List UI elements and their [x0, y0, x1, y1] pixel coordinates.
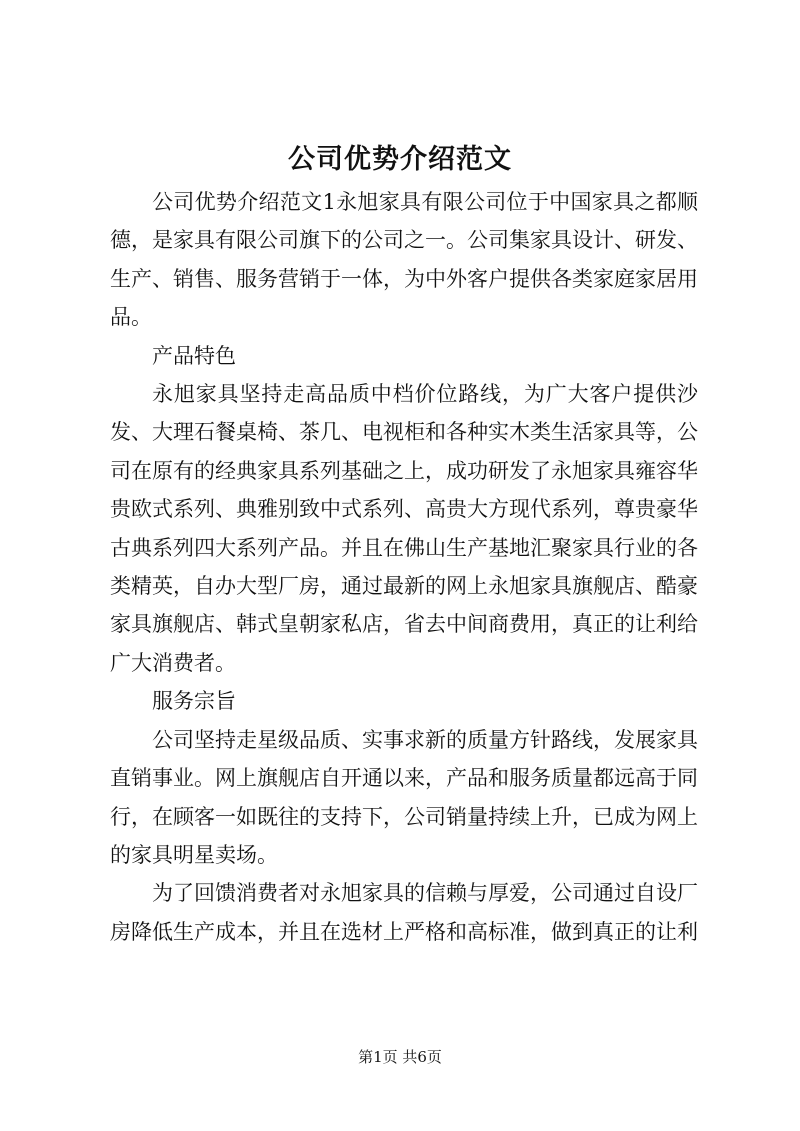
section-heading-product-features: 产品特色 [152, 343, 236, 368]
page-title: 公司优势介绍范文 [288, 144, 512, 175]
section-heading-service-purpose: 服务宗旨 [152, 689, 236, 714]
page-number-footer: 第1页 共6页 [358, 1048, 442, 1066]
paragraph-intro: 公司优势介绍范文1永旭家具有限公司位于中国家具之都顺德，是家具有限公司旗下的公司之一。公司集家具设计、研发、生产、销售、服务营销于一体，为中外客户提供各类家庭家居用品。 [110, 190, 698, 330]
paragraph-service-purpose: 公司坚持走星级品质、实事求新的质量方针路线，发展家具直销事业。网上旗舰店自开通以来，产品和服务质量都远高于同行，在顾客一如既往的支持下，公司销量持续上升，已成为网上的家具明星卖场。 [110, 727, 698, 867]
paragraph-customer-appreciation: 为了回馈消费者对永旭家具的信赖与厚爱，公司通过自设厂房降低生产成本，并且在选材上严格和高标准，做到真正的让利 [110, 881, 698, 944]
document-body [110, 183, 698, 951]
paragraph-product-features: 永旭家具坚持走高品质中档价位路线，为广大客户提供沙发、大理石餐桌椅、茶几、电视柜和各种实木类生活家具等，公司在原有的经典家具系列基础之上，成功研发了永旭家具雍容华贵欧式系列、典雅别致中式系列、高贵大方现代系列，尊贵豪华古典系列四大系列产品。并且在佛山生产基地汇聚家具行业的各类精英，自办大型厂房，通过最新的网上永旭家具旗舰店、酷豪家具旗舰店、韩式皇朝家私店，省去中间商费用，真正的让利给广大消费者。 [110, 382, 698, 675]
